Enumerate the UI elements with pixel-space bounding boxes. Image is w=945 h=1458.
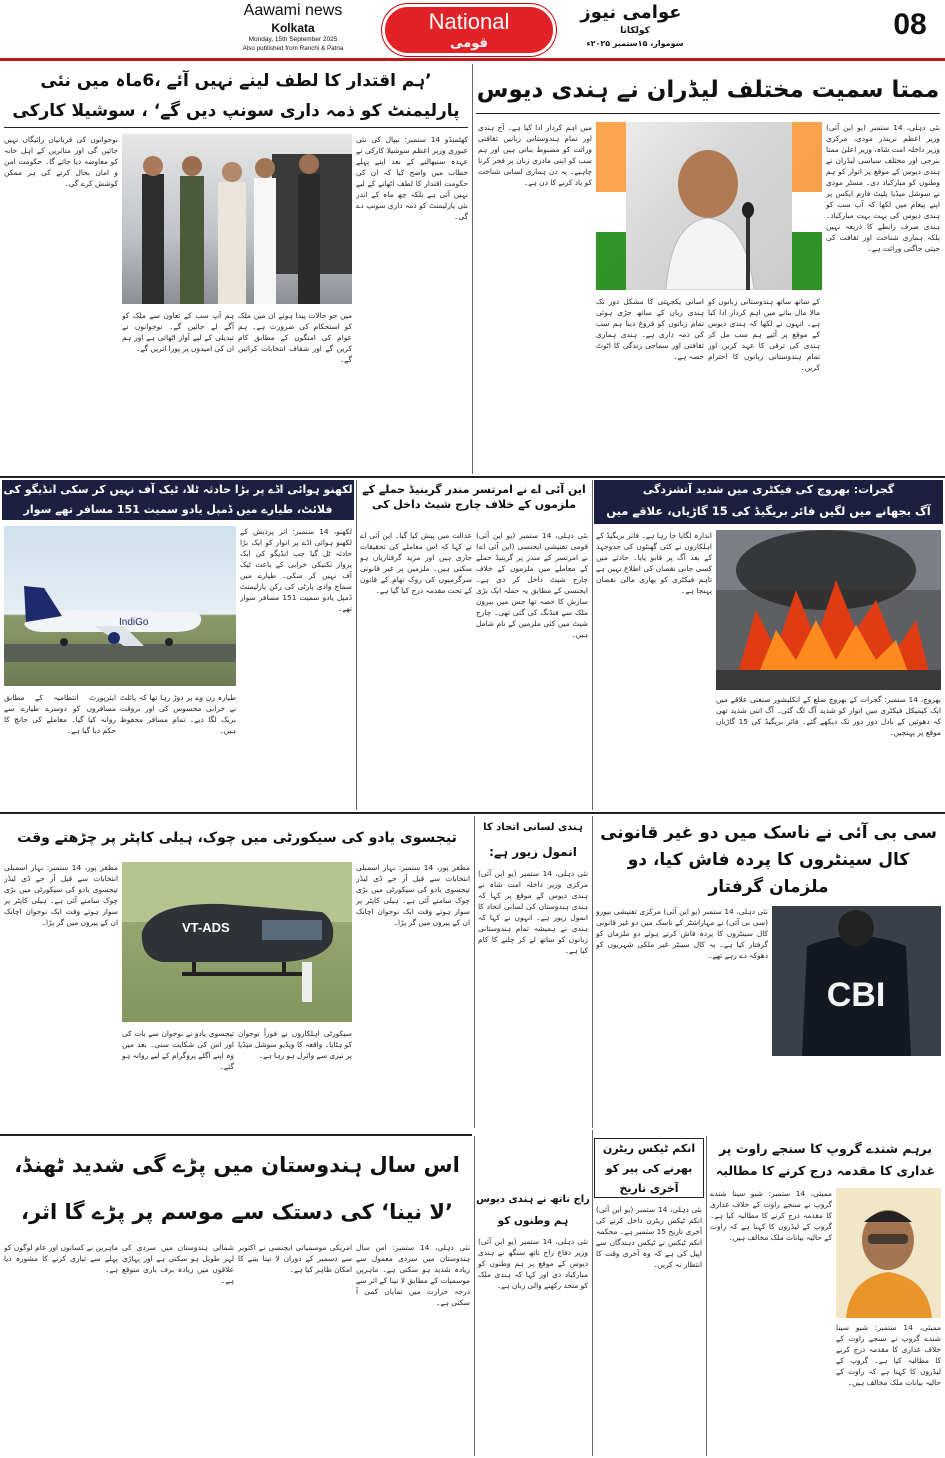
plane-logo: IndiGo <box>119 617 149 628</box>
helicopter-photo <box>122 862 352 1022</box>
story-rajnath <box>476 1190 590 1456</box>
urdu-date: سوموار، ۱۵ستمبر ۲۰۲۵ء <box>586 39 684 48</box>
winter-col3: شمالی ہندوستان میں سردی کی لہر طویل ہو سکتی ہے اور پہاڑی علاقوں میں زیادہ برف باری متوقع ہے۔ <box>122 1243 234 1285</box>
hindi-diwas-col3: اسانی یکجہتی کا مشکل دور تک ہندی زبان کے ساتھ جڑی ہوئی تمام زبانوں کو فروغ دینا ہم سب کی ذمہ داری ہے۔ ہندی ہماری ثقافتی اور سماجی زندگی کا اٹوٹ حصہ ہے۔ <box>596 297 704 361</box>
income-tax-headline: انکم ٹیکس ریٹرن بھرنے کی پیر کو آخری تاریخ <box>594 1138 704 1198</box>
divider-row2-a <box>592 480 593 810</box>
fire-photo-illustration <box>716 530 941 690</box>
sushila-col3: ہم آپ سب کے تعاون سے ملک کو آگے لے جائیں گے۔ نوجوانوں نے تبدیلی کے لیے آواز اٹھائی ہے اور ہم ان کی امیدوں پر پورا اتریں گے۔ <box>122 311 234 353</box>
english-name: Aawami news <box>243 2 343 19</box>
indigo-col1: لکھنو، 14 ستمبر: اتر پردیش کے لکھنو ہوائی اڈے پر اتوار کو ایک بڑا حادثہ ٹل گیا جب انڈیگو کی ایک پرواز تکنیکی خرابی کے باعث ٹیک آف نہیں کر سکی۔ طیارے میں سماج وادی پارٹی کی رکن پارلیمنٹ ڈمپل یادو سمیت 151 مسافر سوار تھے۔ <box>240 527 352 613</box>
heli-reg: VT-ADS <box>182 920 230 935</box>
story-cbi <box>594 816 943 1128</box>
bharuch-headline: آگ بجھانے میں لگیں فائر بریگیڈ کی 15 گاڑیاں، علاقے میں <box>594 500 943 524</box>
story-raut <box>708 1136 943 1456</box>
amit-shah-kicker: ہندی لسانی اتحاد کا <box>483 822 583 833</box>
city: Kolkata <box>271 21 315 35</box>
raut-col1: ممبئی، 14 ستمبر: شیو سینا شندے گروپ نے سنجے راوت کے خلاف غداری کا مقدمہ درج کرنے کا مطالبہ کیا ہے۔ گروپ کے لیڈروں کا کہنا ہے کہ راوت کے حالیہ بیانات ملک مخالف ہیں۔ <box>710 1189 832 1242</box>
story-income-tax <box>594 1136 704 1456</box>
indigo-col2: طیارہ رن وے پر دوڑ رہا تھا کہ پائلٹ نے خرابی محسوس کی اور بروقت بریک لگا دیے۔ تمام مسافر محفوظ ہیں۔ <box>120 693 236 735</box>
page-number: 08 <box>893 8 927 41</box>
divider-row3-b <box>474 816 475 1128</box>
raut-col2: ممبئی، 14 ستمبر: شیو سینا شندے گروپ نے سنجے راوت کے خلاف غداری کا مقدمہ درج کرنے کا مطالبہ کیا ہے۔ گروپ کے لیڈروں کا کہنا ہے کہ راوت کے حالیہ بیانات ملک مخالف ہیں۔ <box>836 1323 941 1387</box>
row1-rule <box>0 476 945 478</box>
sushila-col2: میں جو حالات پیدا ہوئے ان میں ملک کو استحکام کی ضرورت ہے۔ ہم عوام کی امنگوں کے مطابق کام کریں گے اور شفاف انتخابات کرائیں گے۔ <box>238 311 352 364</box>
section-badge <box>382 4 556 56</box>
mamata-photo <box>596 122 822 290</box>
sushila-col1: کھٹمنڈو 14 ستمبر: نیپال کی نئی عبوری وزیر اعظم سوشیلا کارکی نے عہدہ سنبھالنے کے بعد اپنے پہلے خطاب میں واضح کیا کہ ان کی حکومت اقتدار کا لطف اٹھانے کے لیے نہیں آئی ہے بلکہ چھ ماہ کے اندر نئی پارلیمنٹ کو ذمہ داری سونپ دے گی۔ <box>356 135 468 221</box>
plane-illustration <box>4 526 236 686</box>
story-amit-shah <box>476 816 590 1128</box>
tejashwi-col4: مظفر پور، 14 ستمبر: بہار اسمبلی انتخابات سے قبل آر جے ڈی لیڈر تیجسوی یادو کی سیکورٹی میں بڑی چوک سامنے آئی ہے۔ ہیلی کاپٹر پر سوار ہوتے وقت ایک نوجوان اچانک ان کے پیروں میں گر پڑا۔ <box>4 863 118 927</box>
cbi-jacket-text: CBI <box>826 976 886 1014</box>
row2-rule <box>0 812 945 814</box>
bharuch-col1: بھروچ، 14 ستمبر: گجرات کے بھروچ ضلع کے انکلیشور صنعتی علاقے میں ایک کیمیکل فیکٹری میں اتوار کو شدید آگ لگ گئی۔ آگ اتنی شدید تھی کہ دھوئیں کے بادل دور دور تک دیکھے گئے۔ فائر بریگیڈ کی 15 گاڑیاں موقع پر پہنچیں۔ <box>716 695 941 737</box>
raut-photo <box>836 1188 941 1318</box>
divider-row4-b <box>706 1136 707 1456</box>
story-sushila <box>2 64 470 474</box>
cbi-photo <box>772 906 941 1056</box>
hindi-diwas-headline: ممتا سمیت مختلف لیڈران نے ہندی دیوس <box>476 68 940 114</box>
masthead <box>0 0 945 62</box>
cbi-headline: سی بی آئی نے ناسک میں دو غیر قانونی کال سینٹروں کا پردہ فاش کیا، دو ملزمان گرفتار <box>600 823 937 897</box>
tejashwi-col3: تیجسوی یادو نے نوجوان سے بات کی اور اس کی شکایت سنی۔ بعد میں وہ اپنے اگلے پروگرام کے لیے روانہ ہو گئے۔ <box>122 1029 234 1071</box>
rajnath-headline: ہم وطنوں کو <box>497 1215 569 1227</box>
winter-col4: ماہرین نے کسانوں اور عام لوگوں کو پہلے سے تیاری کرنے کا مشورہ دیا ہے۔ <box>4 1243 118 1274</box>
bharuch-col2: اندازہ لگایا جا رہا ہے۔ فائر بریگیڈ کے اہلکاروں نے کئی گھنٹوں کی جدوجہد کے بعد آگ پر قابو پایا۔ حادثے میں کسی جانی نقصان کی اطلاع نہیں ہے تاہم فیکٹری کو بھاری مالی نقصان پہنچا ہے۔ <box>596 531 712 595</box>
divider-top <box>472 64 473 474</box>
winter-col1: نئی دہلی، 14 ستمبر: اس سال ہندوستان میں سردی معمول سے زیادہ شدید ہو سکتی ہے۔ ماہرین موسمیات کے مطابق لا نینا کے اثر سے درجہ حرارت میں نمایاں کمی آ سکتی ہے۔ <box>356 1243 470 1307</box>
divider-row3-a <box>592 816 593 1128</box>
hindi-diwas-col4: میں اہم کردار ادا کیا ہے۔ آج ہندی اور تمام ہندوستانی زبانیں ثقافتی وراثت کو مضبوط بناتی ہیں اور ہم سب کو اپنی مادری زبان پر فخر کرنا چاہیے۔ یہ دن ہماری لسانی شناخت کو یاد کرنے کا دن ہے۔ <box>478 123 592 187</box>
winter-col2: امریکی موسمیاتی ایجنسی نے اکتوبر سے دسمبر کے دوران لا نینا بننے کا امکان ظاہر کیا ہے۔ <box>238 1243 352 1274</box>
urdu-name: عوامی نیوز <box>580 2 682 23</box>
amit-shah-col1: نئی دہلی، 14 ستمبر (یو این آئی) مرکزی وزیر داخلہ امت شاہ نے ہندی دیوس کے موقع پر کہا کہ ہندی ہندوستان کی لسانی اتحاد کا انمول زیور ہے۔ انہوں نے کہا کہ ہندی نے ہمیشہ تمام ہندوستانی زبانوں کو ساتھ لے کر چلنے کا کام کیا ہے۔ <box>478 869 588 955</box>
hindi-diwas-col1: نئی دہلی، 14 ستمبر (یو این آئی) وزیر اعظم نریندر مودی، مرکزی وزیر داخلہ امت شاہ، وزیر اعلیٰ ممتا بنرجی اور مختلف سیاسی لیڈران نے ہندی دیوس کے موقع پر اتوار کو ہم وطنوں کو مبارکباد دی۔ مسٹر مودی نے سوشل میڈیا پلیٹ فارم ایکس پر اپنے پیغام میں لکھا کہ آپ سب کو ہندی دیوس کی بہت بہت مبارکباد۔ ہندی صرف رابطے کا ذریعہ نہیں بلکہ ہماری شناخت اور ثقافت کی جیتی جاگتی وراثت ہے۔ <box>826 123 940 253</box>
indigo-headline: لکھنو ہوائی اڈے پر بڑا حادثہ ٹلا، ٹیک آف نہیں کر سکی انڈیگو کی فلائٹ، طیارے میں ڈمپل یادو سمیت 151 مسافر تھے سوار <box>2 480 354 520</box>
section-ur: قومی <box>450 36 488 51</box>
also-published: Also published from Ranchi & Patna <box>242 45 344 52</box>
hindi-diwas-col2: کے ساتھ ساتھ ہندوستانی زبانوں کو مالا مال بنانے میں اہم کردار ادا کیا ہے۔ انہوں نے لکھا کہ ہندی دیوس کے موقع پر آئیے ہم سب مل کر ہندی کی ترقی کا عہد کریں اور تمام ہندوستانی زبانوں کا احترام کریں۔ <box>708 297 820 372</box>
cbi-jacket-illustration <box>772 906 941 1056</box>
raut-headline: برہم شندے گروپ کا سنجے راوت پر غداری کا مقدمہ درج کرنے کا مطالبہ <box>715 1141 936 1178</box>
story-tejashwi <box>2 816 472 1134</box>
tejashwi-col1: مظفر پور، 14 ستمبر: بہار اسمبلی انتخابات سے قبل آر جے ڈی لیڈر تیجسوی یادو کی سیکورٹی میں بڑی چوک سامنے آئی ہے۔ ہیلی کاپٹر پر سوار ہوتے وقت ایک نوجوان اچانک ان کے پیروں میں گر پڑا۔ <box>356 863 470 927</box>
sushila-headline: ’ہم اقتدار کا لطف لینے نہیں آئے ،6ماہ میں نئی پارلیمنٹ کو ذمہ داری سونپ دیں گے‘ ، سوشیلا کارکی <box>4 66 468 128</box>
story-winter <box>2 1138 472 1456</box>
ed-headline: این آئی اے نے امرتسر مندر گرینیڈ حملے کے ملزموں کے خلاف چارج شیٹ داخل کی <box>362 483 586 511</box>
mamata-photo-illustration <box>596 122 822 290</box>
row3-rule <box>0 1134 472 1136</box>
rajnath-col1: نئی دہلی، 14 ستمبر (یو این آئی) وزیر دفاع راج ناتھ سنگھ نے ہندی دیوس کے موقع پر ہم وطنوں کو مبارکباد دی اور کہا کہ ہندی ملک کو متحد رکھنے والی زبان ہے۔ <box>478 1237 588 1290</box>
tejashwi-col2: سیکورٹی اہلکاروں نے فوراً نوجوان کو ہٹایا۔ واقعہ کا ویڈیو سوشل میڈیا پر تیزی سے وائرل ہو رہا ہے۔ <box>238 1029 352 1060</box>
story-ed <box>358 480 590 810</box>
story-hindi-diwas <box>474 64 942 474</box>
tejashwi-headline: تیجسوی یادو کی سیکورٹی میں چوک، ہیلی کاپٹر پر چڑھتے وقت <box>17 830 457 846</box>
divider-row4-a <box>474 1136 475 1456</box>
sushila-col4: نوجوانوں کی قربانیاں رائیگاں نہیں جائیں گی اور متاثرین کے اہل خانہ کو معاوضہ دیا جائے گا۔ حکومت امن و امان بحال کرنے کی ہر ممکن کوشش کرے گی۔ <box>4 135 118 188</box>
bharuch-kicker: گجرات: بھروچ کی فیکٹری میں شدید آتشزدگی <box>594 480 943 500</box>
karki-photo-illustration <box>122 134 352 304</box>
plane-photo <box>4 526 236 686</box>
date-en: Monday, 15th September 2025 <box>248 36 338 43</box>
amit-shah-headline: انمول زیور ہے: <box>489 845 577 859</box>
winter-headline: اس سال ہندوستان میں پڑے گی شدید ٹھنڈ، ’لا نینا‘ کی دستک سے موسم پر پڑے گا اثر، <box>14 1153 460 1224</box>
story-bharuch <box>594 480 943 810</box>
urdu-city: کولکاتا <box>620 26 650 36</box>
fire-photo <box>716 530 941 690</box>
masthead-rule <box>0 58 945 61</box>
divider-row2-b <box>356 480 357 810</box>
divider-row4-c <box>592 1130 593 1456</box>
ed-col1: نئی دہلی، 14 ستمبر (یو این آئی) قومی تفتیشی ایجنسی (این آئی اے) نے امرتسر کے مندر پر گرینیڈ حملے کے معاملے میں ملزموں کے خلاف چارج شیٹ داخل کر دی ہے۔ ایجنسی کے مطابق یہ حملہ ایک بڑی سازش کا حصہ تھا جس میں بیرون ملک سے فنڈنگ کی گئی تھی۔ چارج شیٹ میں کئی ملزمین کے نام شامل ہیں۔ <box>476 531 588 639</box>
cbi-col1: نئی دہلی، 14 ستمبر (یو این آئی) مرکزی تفتیشی بیورو (سی بی آئی) نے مہاراشٹر کے ناسک میں دو غیر قانونی کال سینٹروں کا پردہ فاش کرتے ہوئے دو ملزمان کو گرفتار کیا ہے۔ یہ کال سینٹر غیر ملکی شہریوں کو دھوکہ دے رہے تھے۔ <box>596 907 768 960</box>
raut-photo-illustration <box>836 1188 941 1318</box>
ed-col2: عدالت میں پیش کیا گیا۔ این آئی اے نے کہا کہ اس معاملے کی تحقیقات جاری ہیں اور مزید گرفتاریاں ہو سکتی ہیں۔ ملزمین پر غیر قانونی سرگرمیوں کی روک تھام کے قانون کے تحت مقدمہ درج کیا گیا ہے۔ <box>360 531 472 595</box>
income-tax-col1: نئی دہلی، 14 ستمبر (یو این آئی) انکم ٹیکس ریٹرن داخل کرنے کی آخری تاریخ 15 ستمبر ہے۔ محکمہ انکم ٹیکس نے ٹیکس دہندگان سے اپیل کی ہے کہ وہ آخری وقت کا انتظار نہ کریں۔ <box>596 1205 702 1269</box>
karki-photo <box>122 134 352 304</box>
section-en: National <box>428 9 510 34</box>
rajnath-kicker: راج ناتھ نے ہندی دیوس <box>476 1194 590 1205</box>
story-indigo <box>2 480 354 810</box>
helicopter-illustration <box>122 862 352 1022</box>
indigo-col3: ایئرپورٹ انتظامیہ کے مطابق مسافروں کو دوسرے طیارے سے روانہ کیا گیا۔ معاملے کی جانچ کا حکم دیا گیا ہے۔ <box>4 693 116 735</box>
